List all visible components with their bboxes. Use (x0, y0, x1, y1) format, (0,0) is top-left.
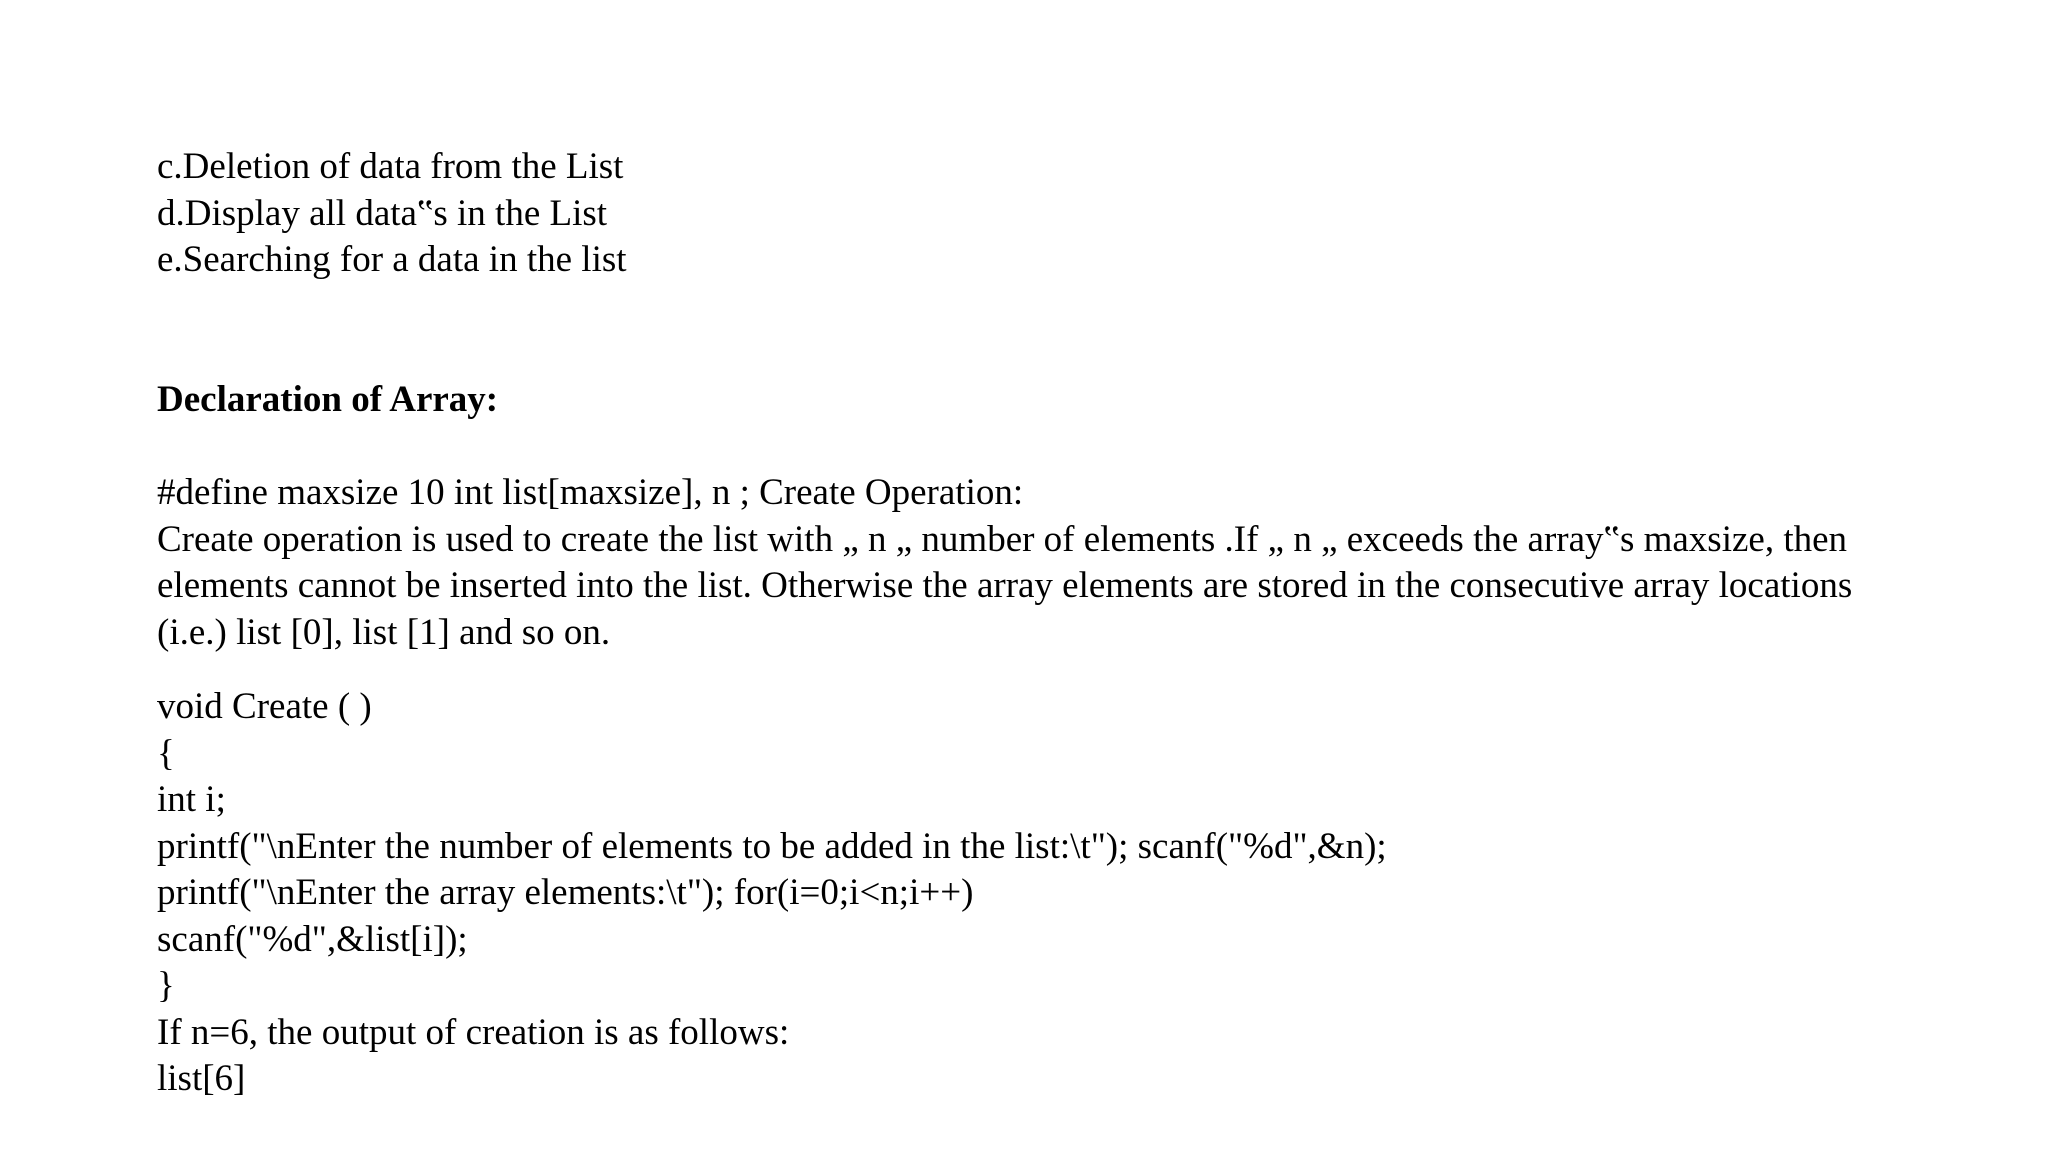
code-line: { (157, 732, 175, 774)
paragraph-line: Create operation is used to create the list with „ n „ number of elements .If „ n „ exceeds the array‟s maxsize, then (157, 518, 1848, 560)
list-item: c.Deletion of data from the List (157, 146, 624, 187)
paragraph-line: elements cannot be inserted into the list. Otherwise the array elements are stored in the consecutive array locations (157, 565, 1853, 606)
spacer (157, 656, 1957, 684)
code-line: scanf("%d",&list[i]); (157, 918, 468, 960)
operation-list (157, 144, 1957, 284)
code-line: printf("\nEnter the number of elements to be added in the list:\t"); scanf("%d",&n); (157, 825, 1387, 867)
output-description: If n=6, the output of creation is as follows: (157, 1011, 790, 1053)
code-line: } (157, 965, 175, 1006)
declaration-line: #define maxsize 10 int list[maxsize], n ; Create Operation: (157, 472, 1024, 513)
paragraph-line: (i.e.) list [0], list [1] and so on. (157, 611, 611, 653)
spacer (157, 423, 1957, 470)
create-operation-paragraph (157, 517, 1957, 657)
code-block (157, 684, 1957, 1010)
document-body (157, 144, 1957, 1103)
spacer (157, 284, 1957, 377)
list-label: list[6] (157, 1058, 246, 1099)
code-line: int i; (157, 779, 226, 820)
section-heading: Declaration of Array: (157, 378, 499, 420)
list-item: d.Display all data‟s in the List (157, 192, 608, 234)
list-item: e.Searching for a data in the list (157, 239, 627, 280)
code-line: void Create ( ) (157, 686, 372, 727)
code-line: printf("\nEnter the array elements:\t"); for(i=0;i<n;i++) (157, 872, 974, 913)
